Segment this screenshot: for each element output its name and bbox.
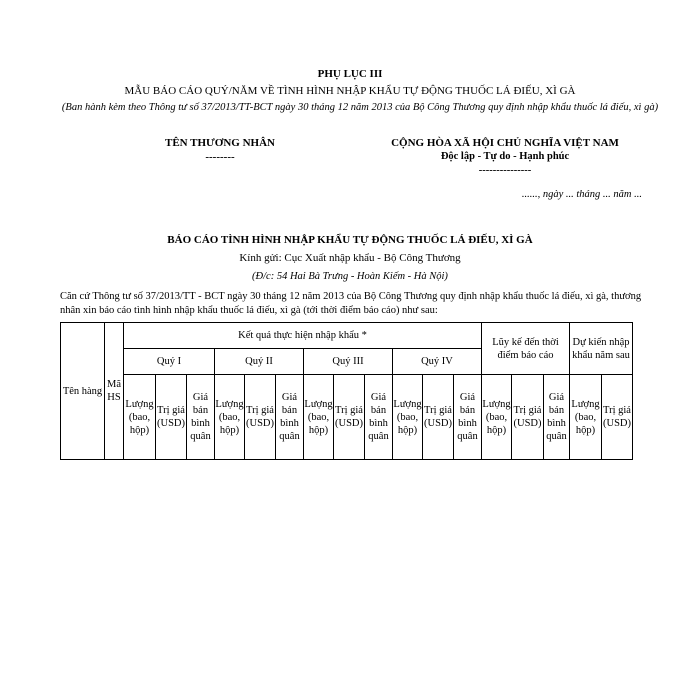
group-forecast: Dự kiến nhập khẩu năm sau: [570, 323, 633, 375]
document-title: MẪU BÁO CÁO QUÝ/NĂM VỀ TÌNH HÌNH NHẬP KHẨU TỰ ĐỘNG THUỐC LÁ ĐIẾU, XÌ GÀ: [124, 85, 576, 97]
col-goods-name: Tên hàng: [61, 323, 105, 460]
quarter-3-header: Quý III: [304, 349, 393, 375]
q2-value: Trị giá (USD): [245, 375, 276, 460]
republic-name: CỘNG HÒA XÃ HỘI CHỦ NGHĨA VIỆT NAM: [391, 137, 619, 149]
quarter-2-header: Quý II: [215, 349, 304, 375]
group-cumulative: Lũy kế đến thời điểm báo cáo: [482, 323, 570, 375]
date-line: ......, ngày ... tháng ... năm ...: [521, 189, 642, 200]
basis-paragraph: Căn cứ Thông tư số 37/2013/TT - BCT ngày 30 tháng 12 năm 2013 của Bộ Công Thương quy định nhập khẩu thuốc lá điếu, xì gà, thương nhân xin báo cáo tình hình nhập khẩu thuốc lá điếu, xì gà (tới thời điểm báo cáo) như sau:: [60, 291, 642, 316]
q1-avg-price: Giá bán bình quân: [187, 375, 215, 460]
q3-avg-price: Giá bán bình quân: [365, 375, 393, 460]
recipient-line: Kính gửi: Cục Xuất nhập khẩu - Bộ Công Thương: [239, 252, 461, 264]
republic-motto: Độc lập - Tự do - Hạnh phúc: [440, 151, 570, 162]
import-report-table: [60, 322, 633, 460]
address-line: (Đ/c: 54 Hai Bà Trưng - Hoàn Kiếm - Hà Nội): [252, 271, 448, 282]
q4-value: Trị giá (USD): [423, 375, 454, 460]
report-title: BÁO CÁO TÌNH HÌNH NHẬP KHẨU TỰ ĐỘNG THUỐC LÁ ĐIẾU, XÌ GÀ: [167, 234, 533, 246]
col-hs-code: Mã HS: [105, 323, 124, 460]
quarter-4-header: Quý IV: [393, 349, 482, 375]
trader-underline: --------: [205, 151, 235, 163]
trader-block: [140, 136, 300, 164]
q2-quantity: Lượng (bao, hộp): [215, 375, 245, 460]
forecast-value: Trị giá (USD): [602, 375, 633, 460]
trader-name-label: TÊN THƯƠNG NHÂN: [164, 137, 275, 149]
group-import-results: Kết quả thực hiện nhập khẩu *: [124, 323, 482, 349]
cumulative-avg-price: Giá bán bình quân: [544, 375, 570, 460]
q3-quantity: Lượng (bao, hộp): [304, 375, 334, 460]
document-note: (Ban hành kèm theo Thông tư số 37/2013/TT-BCT ngày 30 tháng 12 năm 2013 của Bộ Công Thương quy định nhập khẩu thuốc lá điếu, xì gà): [61, 102, 659, 113]
q3-value: Trị giá (USD): [334, 375, 365, 460]
republic-underline: ---------------: [478, 165, 532, 176]
cumulative-value: Trị giá (USD): [512, 375, 544, 460]
forecast-quantity: Lượng (bao, hộp): [570, 375, 602, 460]
republic-block: [360, 136, 650, 178]
appendix-label: PHỤ LỤC III: [317, 68, 383, 80]
q1-quantity: Lượng (bao, hộp): [124, 375, 156, 460]
q2-avg-price: Giá bán bình quân: [276, 375, 304, 460]
quarter-1-header: Quý I: [124, 349, 215, 375]
q1-value: Trị giá (USD): [156, 375, 187, 460]
q4-avg-price: Giá bán bình quân: [454, 375, 482, 460]
cumulative-quantity: Lượng (bao, hộp): [482, 375, 512, 460]
q4-quantity: Lượng (bao, hộp): [393, 375, 423, 460]
